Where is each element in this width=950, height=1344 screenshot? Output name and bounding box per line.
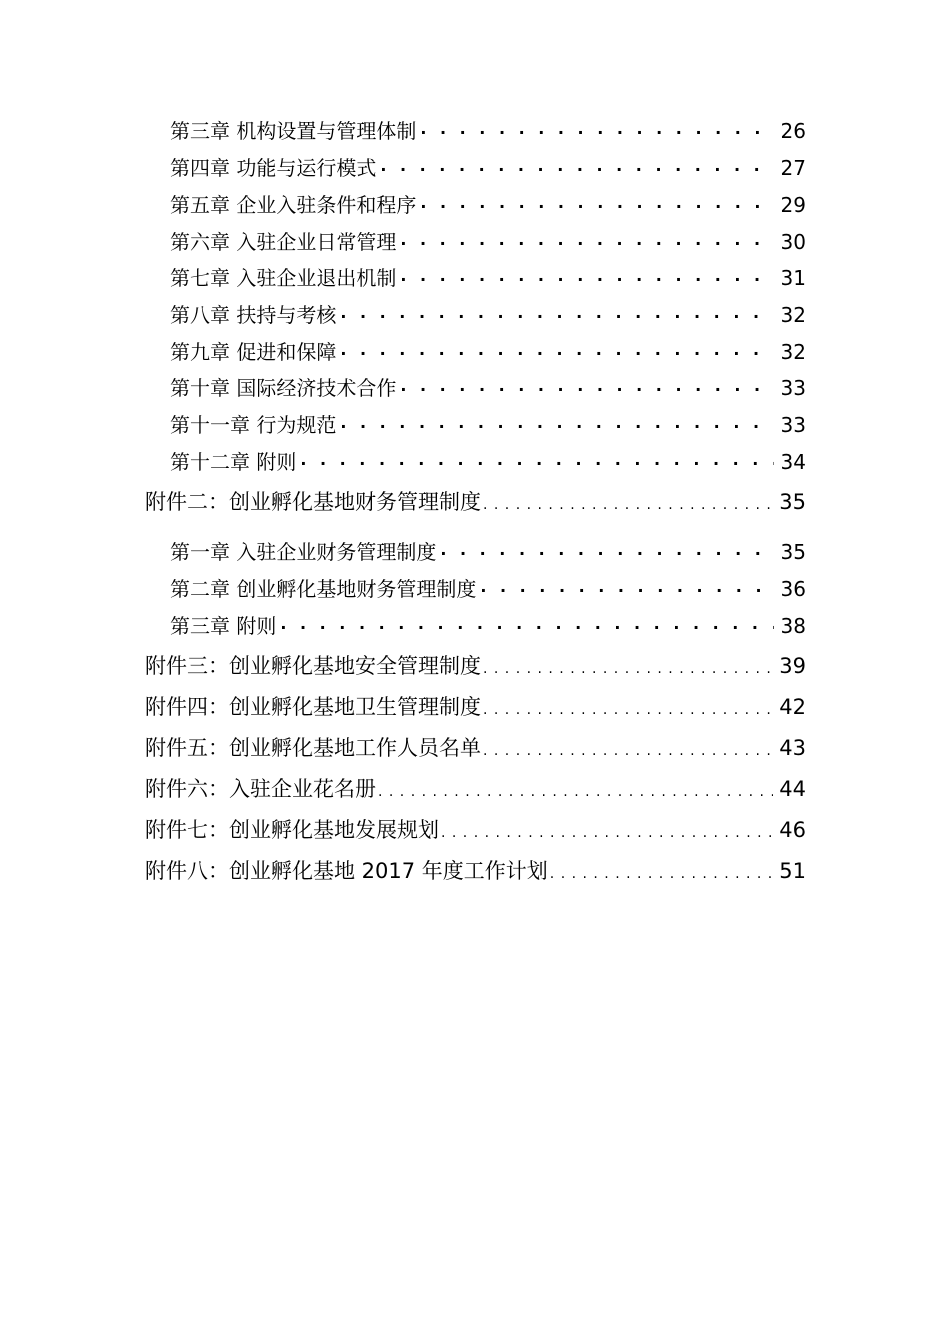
dot-leader [440, 538, 774, 568]
toc-entry-title: 第一章 入驻企业财务管理制度 [170, 540, 437, 564]
toc-entry[interactable] [170, 228, 806, 256]
toc-entry-title: 第十一章 行为规范 [170, 413, 337, 437]
dot-leader [400, 228, 774, 258]
toc-entry-page: 44 [779, 777, 806, 801]
toc-entry-title: 第三章 机构设置与管理体制 [170, 119, 417, 143]
toc-entry[interactable] [170, 338, 806, 366]
toc-entry-page: 35 [779, 490, 806, 514]
toc-entry[interactable] [170, 448, 806, 476]
toc-entry-page: 38 [780, 614, 806, 638]
toc-entry-page: 51 [779, 859, 806, 883]
toc-entry-page: 33 [780, 376, 806, 400]
dot-leader [340, 301, 774, 331]
toc-entry[interactable] [170, 612, 806, 640]
toc-entry-title: 第七章 入驻企业退出机制 [170, 266, 397, 290]
dot-leader [550, 856, 773, 889]
toc-entry[interactable] [170, 117, 806, 145]
toc-entry-title: 附件四：创业孵化基地卫生管理制度 [145, 695, 481, 719]
dot-leader [483, 487, 773, 520]
dot-leader [340, 338, 774, 368]
dot-leader [300, 448, 774, 478]
dot-leader [420, 117, 774, 147]
toc-entry-title: 附件二：创业孵化基地财务管理制度 [145, 490, 481, 514]
toc-entry[interactable] [170, 191, 806, 219]
toc-entry-page: 36 [780, 577, 806, 601]
toc-entry[interactable] [170, 374, 806, 402]
toc-entry-title: 附件七：创业孵化基地发展规划 [145, 818, 439, 842]
dot-leader [380, 154, 774, 184]
dot-leader [420, 191, 774, 221]
toc-entry-title: 第五章 企业入驻条件和程序 [170, 193, 417, 217]
toc-appendix-entry[interactable] [145, 815, 806, 845]
toc-entry-page: 34 [780, 450, 806, 474]
toc-entry-title: 第八章 扶持与考核 [170, 303, 337, 327]
dot-leader [280, 612, 774, 642]
toc-appendix-entry[interactable] [145, 487, 806, 517]
dot-leader [483, 692, 773, 725]
dot-leader [340, 411, 774, 441]
toc-entry-page: 32 [780, 340, 806, 364]
toc-entry-page: 46 [779, 818, 806, 842]
toc-entry-title: 第九章 促进和保障 [170, 340, 337, 364]
dot-leader [400, 374, 774, 404]
toc-entry-page: 31 [780, 266, 806, 290]
toc-entry-page: 27 [780, 156, 806, 180]
dot-leader [400, 264, 774, 294]
toc-entry[interactable] [170, 538, 806, 566]
dot-leader [480, 575, 774, 605]
toc-entry-page: 29 [780, 193, 806, 217]
toc-entry-page: 43 [779, 736, 806, 760]
toc-entry[interactable] [170, 154, 806, 182]
toc-entry-title: 附件八：创业孵化基地 2017 年度工作计划 [145, 859, 548, 883]
toc-entry-title: 附件五：创业孵化基地工作人员名单 [145, 736, 481, 760]
toc-entry-page: 26 [780, 119, 806, 143]
toc-entry-title: 第三章 附则 [170, 614, 277, 638]
toc-entry-title: 第二章 创业孵化基地财务管理制度 [170, 577, 477, 601]
dot-leader [441, 815, 773, 848]
dot-leader [483, 651, 773, 684]
dot-leader [483, 733, 773, 766]
toc-entry-page: 32 [780, 303, 806, 327]
toc-entry-title: 第六章 入驻企业日常管理 [170, 230, 397, 254]
toc-entry[interactable] [170, 301, 806, 329]
dot-leader [378, 774, 773, 807]
toc-entry-title: 第十二章 附则 [170, 450, 297, 474]
toc-entry-title: 第四章 功能与运行模式 [170, 156, 377, 180]
toc-entry-title: 附件六：入驻企业花名册 [145, 777, 376, 801]
toc-entry-page: 33 [780, 413, 806, 437]
toc-entry-page: 35 [780, 540, 806, 564]
toc-entry[interactable] [170, 411, 806, 439]
toc-entry-title: 附件三：创业孵化基地安全管理制度 [145, 654, 481, 678]
toc-entry-page: 42 [779, 695, 806, 719]
toc-entry[interactable] [170, 264, 806, 292]
toc-appendix-entry[interactable] [145, 651, 806, 681]
toc-entry-title: 第十章 国际经济技术合作 [170, 376, 397, 400]
toc-appendix-entry[interactable] [145, 733, 806, 763]
toc-entry-page: 30 [780, 230, 806, 254]
toc-appendix-entry[interactable] [145, 692, 806, 722]
toc-entry[interactable] [170, 575, 806, 603]
toc-appendix-entry[interactable] [145, 774, 806, 804]
toc-appendix-entry[interactable] [145, 856, 806, 886]
toc-entry-page: 39 [779, 654, 806, 678]
